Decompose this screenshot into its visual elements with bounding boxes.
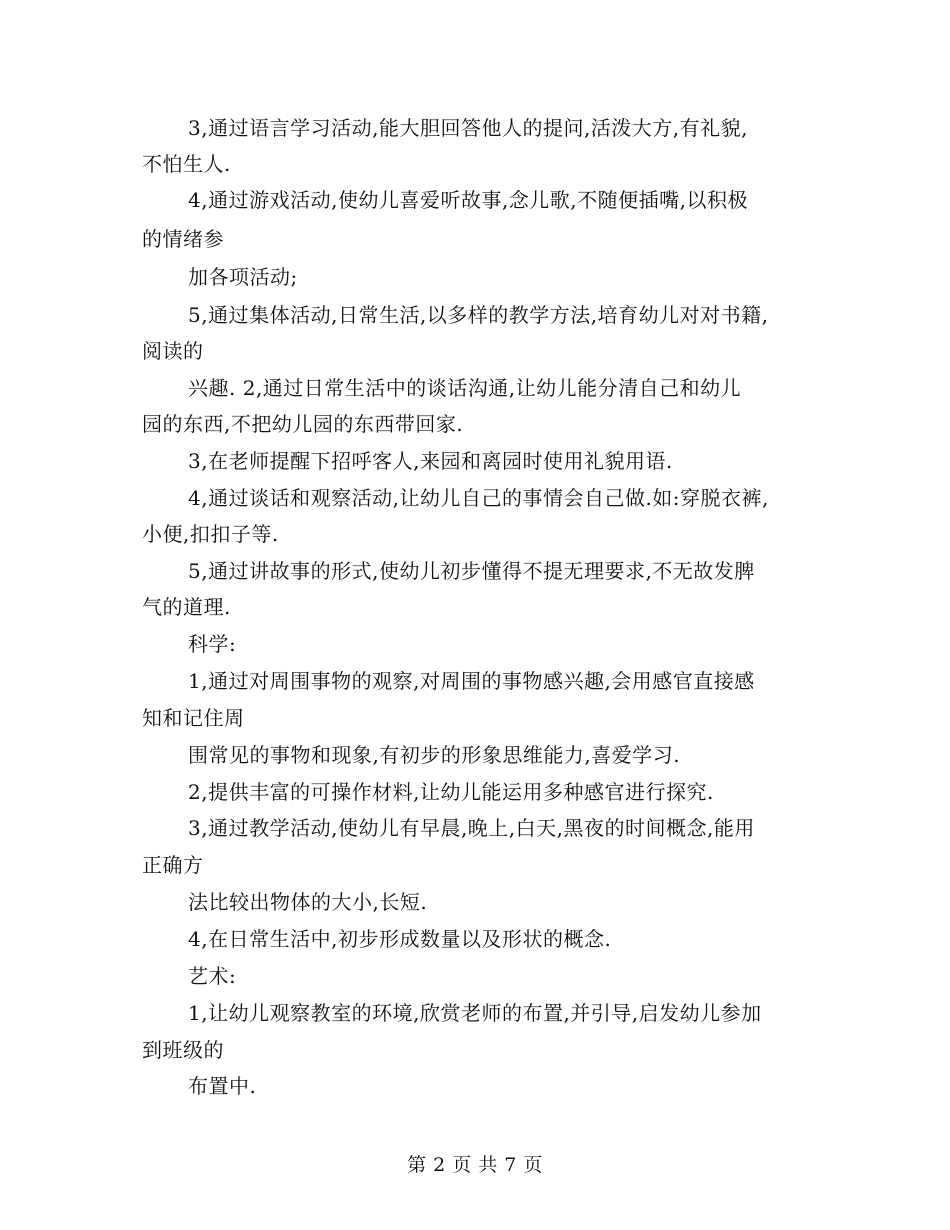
section-heading: 艺术:: [188, 964, 237, 988]
text-line: 4,通过游戏活动,使幼儿喜爱听故事,念儿歌,不随便插嘴,以积极: [188, 188, 749, 212]
text-line: 布置中.: [188, 1074, 257, 1098]
text-line: 的情绪参: [142, 227, 224, 251]
text-line: 围常见的事物和现象,有初步的形象思维能力,喜爱学习.: [188, 743, 681, 767]
text-line: 5,通过讲故事的形式,使幼儿初步懂得不提无理要求,不无故发脾: [188, 559, 755, 583]
text-line: 法比较出物体的大小,长短.: [188, 890, 428, 914]
text-line: 3,通过教学活动,使幼儿有早晨,晚上,白天,黑夜的时间概念,能用: [188, 816, 755, 840]
text-line: 3,通过语言学习活动,能大胆回答他人的提问,活泼大方,有礼貌,: [188, 116, 749, 140]
text-line: 正确方: [142, 853, 204, 877]
text-line: 4,在日常生活中,初步形成数量以及形状的概念.: [188, 927, 612, 951]
text-line: 不怕生人.: [142, 152, 231, 176]
page-footer: 第 2 页 共 7 页: [407, 1154, 543, 1176]
text-line: 到班级的: [142, 1038, 224, 1062]
text-line: 加各项活动;: [188, 265, 298, 289]
text-line: 知和记住周: [142, 706, 245, 730]
text-line: 4,通过谈话和观察活动,让幼儿自己的事情会自己做.如:穿脱衣裤,: [188, 486, 769, 510]
section-heading: 科学:: [188, 632, 237, 656]
text-line: 小便,扣扣子等.: [142, 522, 279, 546]
text-line: 1,让幼儿观察教室的环境,欣赏老师的布置,并引导,启发幼儿参加: [188, 1001, 762, 1025]
text-line: 园的东西,不把幼儿园的东西带回家.: [142, 412, 464, 436]
text-line: 3,在老师提醒下招呼客人,来园和离园时使用礼貌用语.: [188, 449, 673, 473]
text-line: 1,通过对周围事物的观察,对周围的事物感兴趣,会用感官直接感: [188, 669, 755, 693]
text-line: 气的道理.: [142, 595, 231, 619]
text-line: 2,提供丰富的可操作材料,让幼儿能运用多种感官进行探究.: [188, 780, 714, 804]
text-line: 阅读的: [142, 339, 204, 363]
text-line: 兴趣. 2,通过日常生活中的谈话沟通,让幼儿能分清自己和幼儿: [188, 376, 742, 400]
text-line: 5,通过集体活动,日常生活,以多样的教学方法,培育幼儿对对书籍,: [188, 303, 769, 327]
